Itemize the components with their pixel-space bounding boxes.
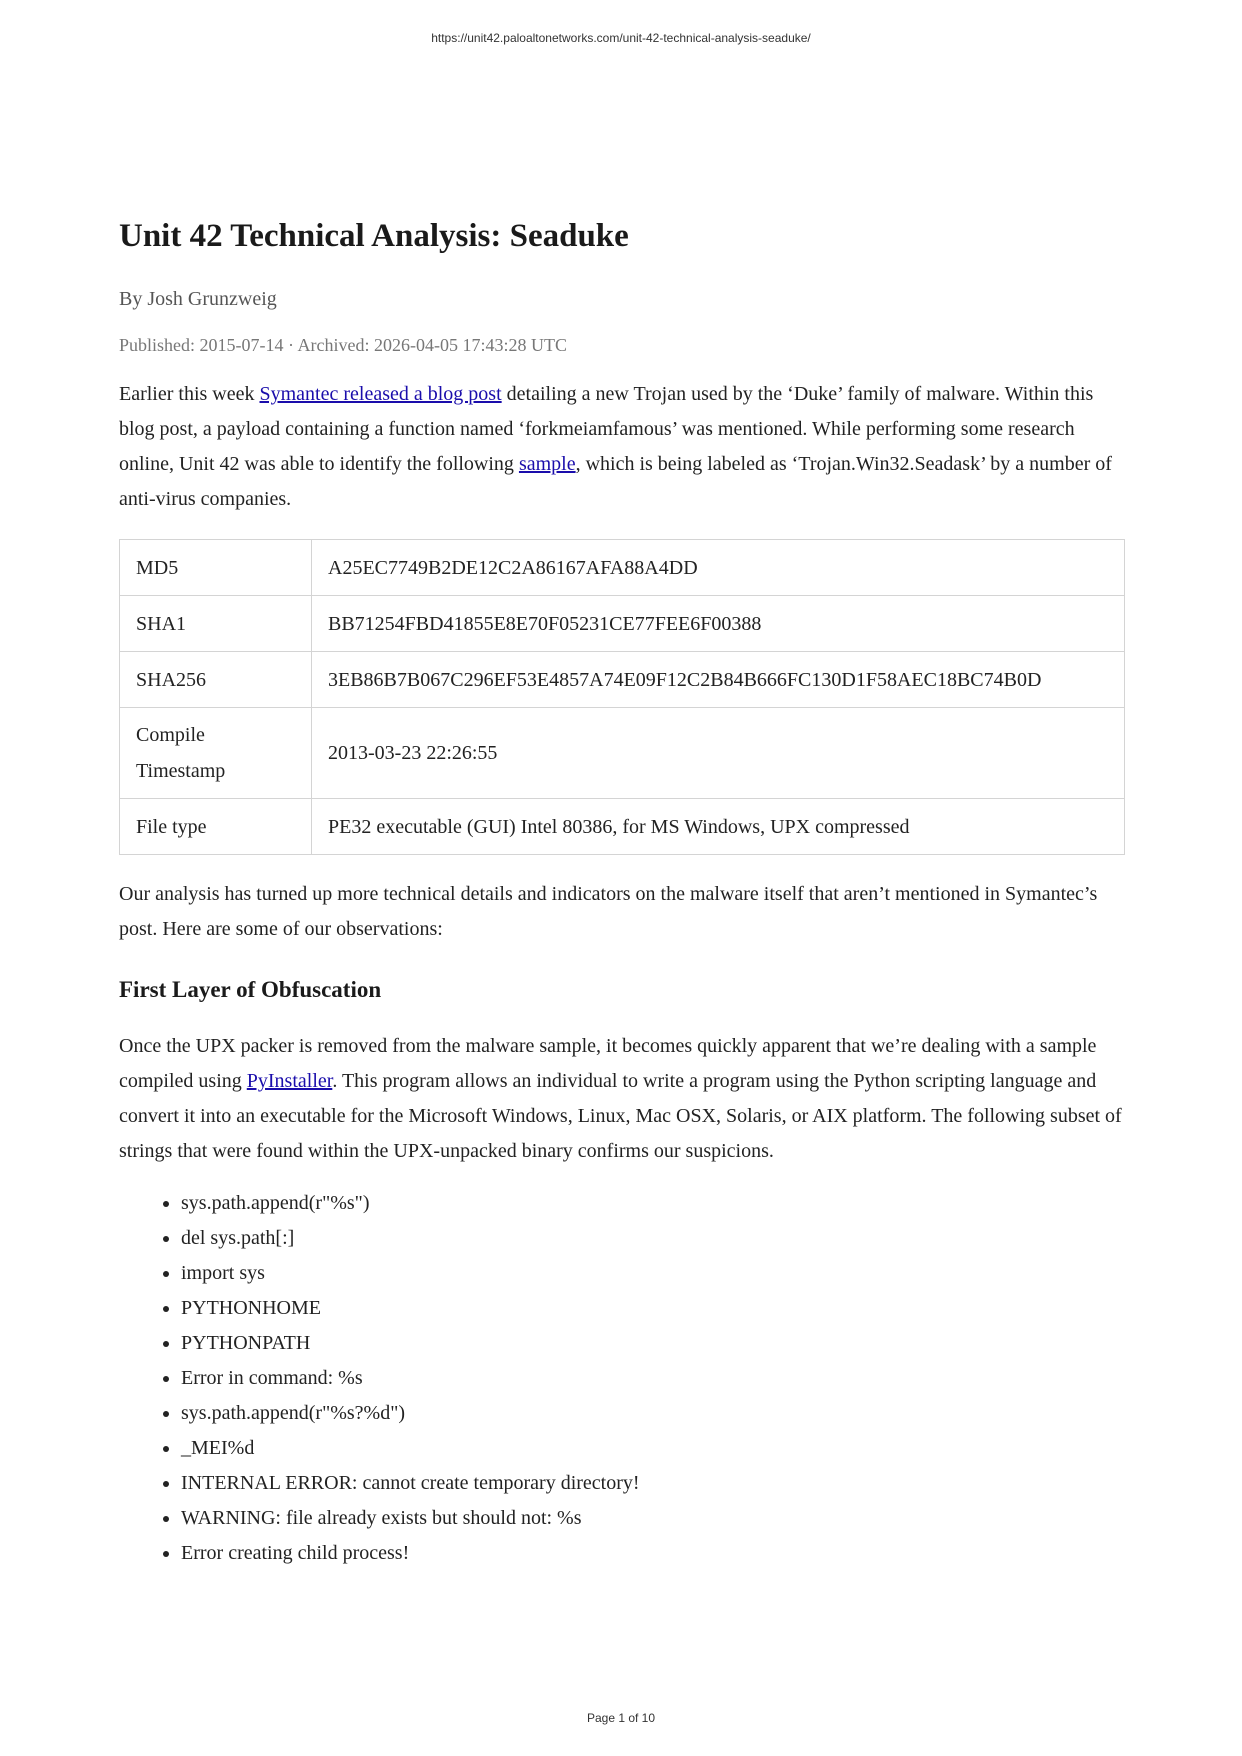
table-label-cell: SHA256: [120, 652, 312, 708]
layer-text-2: . This program allows an individual to write a program using the Python scripting language and convert it into an executable for the Microsoft Windows, Linux, Mac OSX, Solaris, or AIX platform. The following subset of strings that were found within the UPX-unpacked binary confirms our suspicions.: [119, 1070, 1122, 1162]
article: [119, 210, 1125, 1571]
table-value-cell: PE32 executable (GUI) Intel 80386, for MS Windows, UPX compressed: [312, 799, 1125, 855]
list-item: • INTERNAL ERROR: cannot create temporary directory!: [181, 1466, 1125, 1501]
list-item: • sys.path.append(r"%s?%d"): [181, 1396, 1125, 1431]
section-heading: First Layer of Obfuscation: [119, 977, 382, 1002]
table-row: [120, 708, 1125, 799]
intro-text-1: Earlier this week: [119, 383, 260, 405]
list-item: • import sys: [181, 1256, 1125, 1291]
list-item: • del sys.path[:]: [181, 1221, 1125, 1256]
table-value-cell: 2013-03-23 22:26:55: [312, 708, 1125, 799]
table-label-cell: File type: [120, 799, 312, 855]
table-label-cell: MD5: [120, 540, 312, 596]
intro-text-3: , which is being labeled as ‘Trojan.Win32.Seadask’ by a number of anti-virus companies.: [119, 453, 1112, 510]
table-row: [120, 596, 1125, 652]
table-label-cell: SHA1: [120, 596, 312, 652]
intro-paragraph: [119, 377, 1125, 517]
page-url: https://unit42.paloaltonetworks.com/unit-42-technical-analysis-seaduke/: [431, 31, 811, 45]
sample-link[interactable]: sample: [518, 453, 576, 475]
table-row: [120, 799, 1125, 855]
layer-text-1: Once the UPX packer is removed from the malware sample, it becomes quickly apparent that we’re dealing with a sample compiled using: [119, 1035, 1097, 1092]
table-row: [120, 652, 1125, 708]
list-item: • Error creating child process!: [181, 1536, 1125, 1571]
symantec-blog-link[interactable]: Symantec released a blog post: [259, 383, 502, 405]
table-value-cell: A25EC7749B2DE12C2A86167AFA88A4DD: [312, 540, 1125, 596]
table-value-cell: BB71254FBD41855E8E70F05231CE77FEE6F00388: [312, 596, 1125, 652]
table-label-cell: Compile Timestamp: [120, 708, 312, 799]
list-item: • PYTHONPATH: [181, 1326, 1125, 1361]
list-item: • PYTHONHOME: [181, 1291, 1125, 1326]
article-meta: Published: 2015-07-14 · Archived: 2026-04-05 17:43:28 UTC: [119, 335, 567, 355]
hash-table: [119, 539, 1125, 855]
article-byline: By Josh Grunzweig: [119, 288, 277, 310]
pyinstaller-link[interactable]: PyInstaller: [246, 1070, 333, 1092]
page-number: Page 1 of 10: [586, 1711, 656, 1725]
intro-text-2: detailing a new Trojan used by the ‘Duke’ family of malware. Within this blog post, a payload containing a function named ‘forkmeiamfamous’ was mentioned. While performing some research online, Unit 42 was able to identify the following: [119, 383, 1094, 475]
article-title: Unit 42 Technical Analysis: Seaduke: [119, 218, 629, 254]
strings-list: [119, 1186, 1125, 1571]
list-item: • sys.path.append(r"%s"): [181, 1186, 1125, 1221]
list-item: • Error in command: %s: [181, 1361, 1125, 1396]
observations-paragraph: Our analysis has turned up more technical details and indicators on the malware itself that aren’t mentioned in Symantec’s post. Here are some of our observations:: [119, 883, 1098, 940]
pyinstaller-paragraph: [119, 1029, 1125, 1169]
table-row: [120, 540, 1125, 596]
list-item: • _MEI%d: [181, 1431, 1125, 1466]
list-item: • WARNING: file already exists but should not: %s: [181, 1501, 1125, 1536]
table-value-cell: 3EB86B7B067C296EF53E4857A74E09F12C2B84B666FC130D1F58AEC18BC74B0D: [312, 652, 1125, 708]
